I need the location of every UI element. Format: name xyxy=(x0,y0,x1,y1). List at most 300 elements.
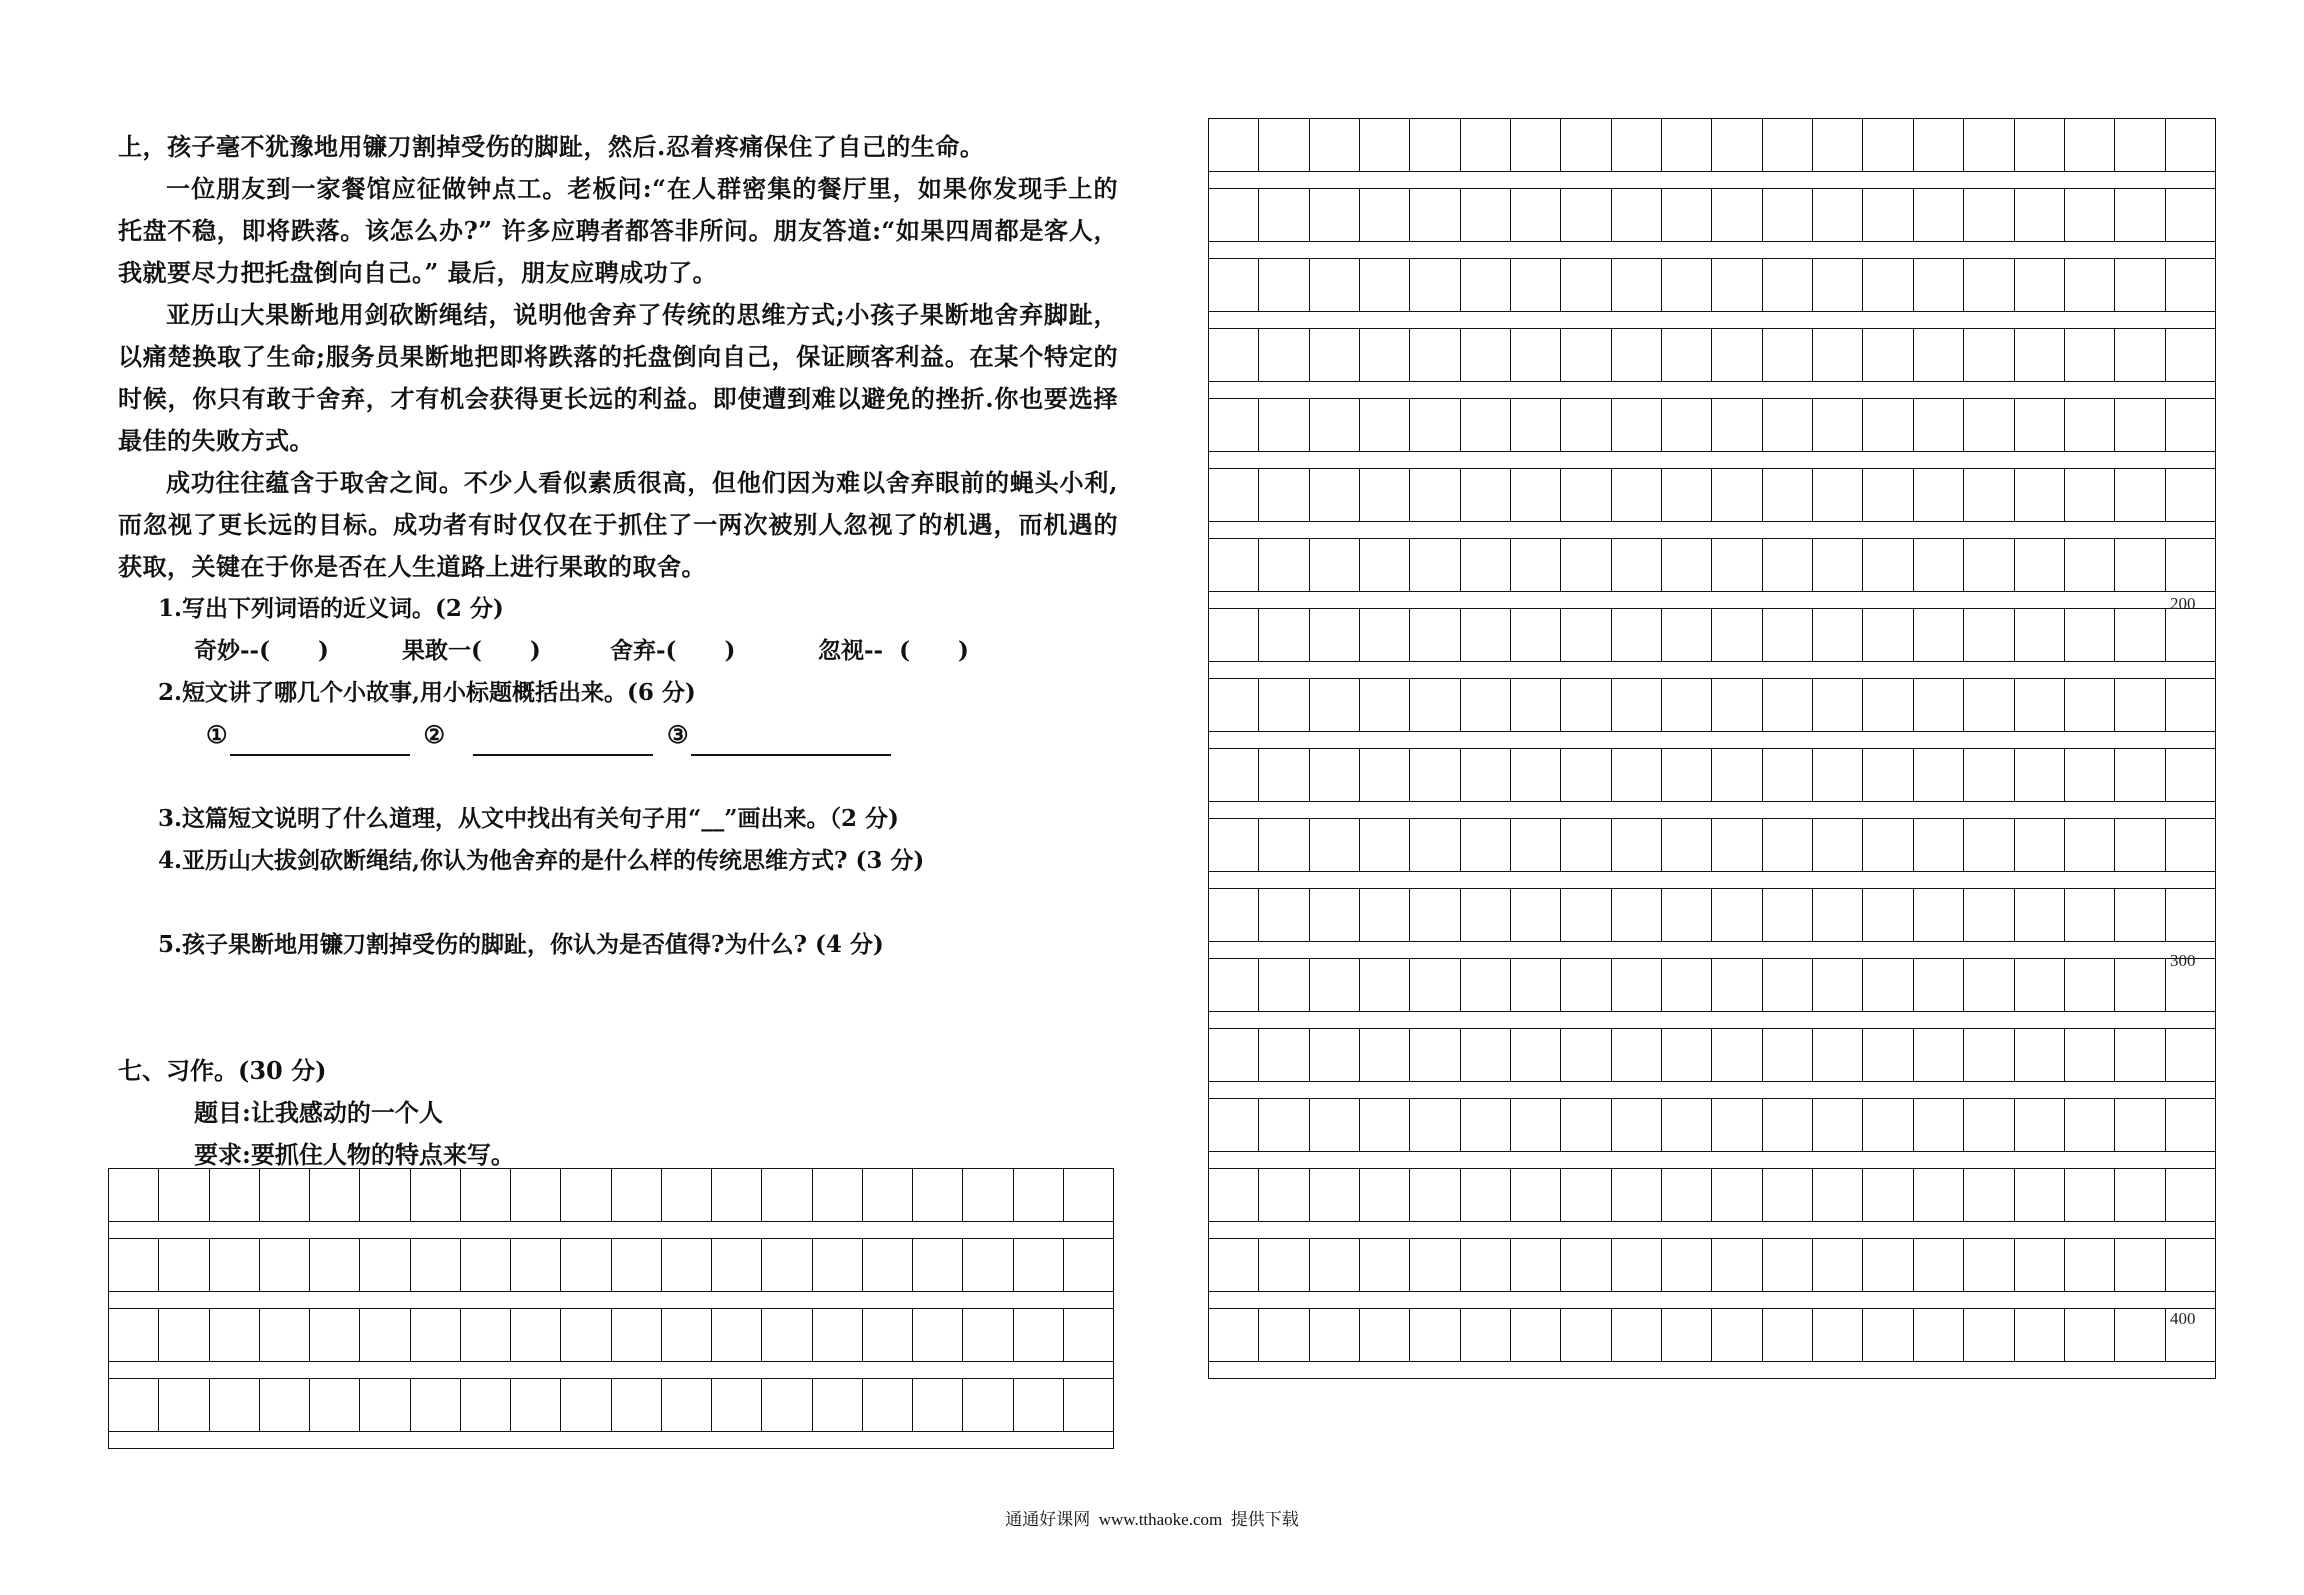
grid-cell[interactable] xyxy=(963,1169,1013,1221)
grid-cell[interactable] xyxy=(1209,1309,1259,1361)
grid-cell[interactable] xyxy=(1209,889,1259,941)
grid-cell[interactable] xyxy=(1914,469,1964,521)
grid-cell[interactable] xyxy=(1209,399,1259,451)
grid-cell[interactable] xyxy=(1360,399,1410,451)
grid-cell[interactable] xyxy=(1964,679,2014,731)
grid-cell[interactable] xyxy=(561,1239,611,1291)
grid-cell[interactable] xyxy=(360,1309,410,1361)
grid-cell[interactable] xyxy=(1763,399,1813,451)
grid-cell[interactable] xyxy=(1662,539,1712,591)
grid-cell[interactable] xyxy=(1259,539,1309,591)
grid-cell[interactable] xyxy=(210,1169,260,1221)
grid-cell[interactable] xyxy=(1410,959,1460,1011)
grid-cell[interactable] xyxy=(2115,189,2165,241)
grid-cell[interactable] xyxy=(1561,749,1611,801)
grid-cell[interactable] xyxy=(1511,259,1561,311)
grid-cell[interactable] xyxy=(612,1169,662,1221)
grid-cell[interactable] xyxy=(2115,469,2165,521)
grid-cell[interactable] xyxy=(1863,1239,1913,1291)
grid-cell[interactable] xyxy=(1964,119,2014,171)
grid-cell[interactable] xyxy=(1712,119,1762,171)
grid-cell[interactable] xyxy=(1914,119,1964,171)
grid-cell[interactable] xyxy=(1612,259,1662,311)
grid-cell[interactable] xyxy=(1511,469,1561,521)
grid-cell[interactable] xyxy=(1461,539,1511,591)
grid-cell[interactable] xyxy=(1310,399,1360,451)
grid-cell[interactable] xyxy=(1964,1029,2014,1081)
grid-cell[interactable] xyxy=(1712,1029,1762,1081)
grid-cell[interactable] xyxy=(1763,959,1813,1011)
grid-cell[interactable] xyxy=(260,1379,310,1431)
grid-cell[interactable] xyxy=(1461,259,1511,311)
grid-cell[interactable] xyxy=(1461,1029,1511,1081)
grid-cell[interactable] xyxy=(411,1379,461,1431)
grid-cell[interactable] xyxy=(1863,889,1913,941)
grid-cell[interactable] xyxy=(863,1239,913,1291)
grid-cell[interactable] xyxy=(1813,1309,1863,1361)
grid-cell[interactable] xyxy=(1511,749,1561,801)
grid-cell[interactable] xyxy=(1561,469,1611,521)
grid-cell[interactable] xyxy=(1914,1309,1964,1361)
grid-cell[interactable] xyxy=(1763,749,1813,801)
grid-cell[interactable] xyxy=(2166,469,2215,521)
grid-cell[interactable] xyxy=(1461,399,1511,451)
grid-cell[interactable] xyxy=(1310,959,1360,1011)
grid-cell[interactable] xyxy=(1612,1029,1662,1081)
grid-cell[interactable] xyxy=(1310,679,1360,731)
grid-cell[interactable] xyxy=(762,1239,812,1291)
grid-cell[interactable] xyxy=(1813,399,1863,451)
grid-cell[interactable] xyxy=(2065,819,2115,871)
grid-cell[interactable] xyxy=(1662,1099,1712,1151)
grid-cell[interactable] xyxy=(310,1379,360,1431)
grid-cell[interactable] xyxy=(1712,399,1762,451)
grid-cell[interactable] xyxy=(1209,679,1259,731)
grid-cell[interactable] xyxy=(1561,399,1611,451)
grid-cell[interactable] xyxy=(1964,749,2014,801)
grid-cell[interactable] xyxy=(1863,469,1913,521)
grid-cell[interactable] xyxy=(1461,469,1511,521)
grid-cell[interactable] xyxy=(561,1379,611,1431)
grid-cell[interactable] xyxy=(1209,1239,1259,1291)
grid-cell[interactable] xyxy=(1511,189,1561,241)
grid-cell[interactable] xyxy=(1064,1379,1113,1431)
grid-cell[interactable] xyxy=(1410,819,1460,871)
grid-cell[interactable] xyxy=(1410,399,1460,451)
grid-cell[interactable] xyxy=(1914,189,1964,241)
grid-cell[interactable] xyxy=(1561,679,1611,731)
grid-cell[interactable] xyxy=(1410,189,1460,241)
grid-cell[interactable] xyxy=(1310,1099,1360,1151)
grid-cell[interactable] xyxy=(1813,469,1863,521)
grid-cell[interactable] xyxy=(2015,749,2065,801)
grid-cell[interactable] xyxy=(461,1169,511,1221)
grid-cell[interactable] xyxy=(1612,1099,1662,1151)
grid-cell[interactable] xyxy=(1813,119,1863,171)
grid-cell[interactable] xyxy=(1863,1309,1913,1361)
grid-cell[interactable] xyxy=(1511,399,1561,451)
grid-cell[interactable] xyxy=(1461,1099,1511,1151)
grid-cell[interactable] xyxy=(2115,259,2165,311)
grid-cell[interactable] xyxy=(1813,1099,1863,1151)
grid-cell[interactable] xyxy=(2065,469,2115,521)
grid-cell[interactable] xyxy=(762,1169,812,1221)
grid-cell[interactable] xyxy=(159,1169,209,1221)
grid-cell[interactable] xyxy=(2115,749,2165,801)
grid-cell[interactable] xyxy=(1410,539,1460,591)
grid-cell[interactable] xyxy=(1964,819,2014,871)
grid-cell[interactable] xyxy=(813,1169,863,1221)
grid-cell[interactable] xyxy=(511,1309,561,1361)
grid-cell[interactable] xyxy=(913,1379,963,1431)
grid-cell[interactable] xyxy=(2065,1239,2115,1291)
grid-cell[interactable] xyxy=(1863,1169,1913,1221)
grid-cell[interactable] xyxy=(2015,189,2065,241)
grid-cell[interactable] xyxy=(2015,679,2065,731)
grid-cell[interactable] xyxy=(1259,1029,1309,1081)
grid-cell[interactable] xyxy=(511,1239,561,1291)
grid-cell[interactable] xyxy=(1863,679,1913,731)
grid-cell[interactable] xyxy=(1662,119,1712,171)
grid-cell[interactable] xyxy=(1612,959,1662,1011)
grid-cell[interactable] xyxy=(1360,259,1410,311)
grid-cell[interactable] xyxy=(1360,749,1410,801)
grid-cell[interactable] xyxy=(1014,1169,1064,1221)
grid-cell[interactable] xyxy=(511,1379,561,1431)
grid-cell[interactable] xyxy=(1410,329,1460,381)
grid-cell[interactable] xyxy=(1662,1239,1712,1291)
grid-cell[interactable] xyxy=(1511,539,1561,591)
grid-cell[interactable] xyxy=(1310,539,1360,591)
answer-blank[interactable] xyxy=(691,726,891,756)
grid-cell[interactable] xyxy=(2115,959,2165,1011)
grid-cell[interactable] xyxy=(1209,1029,1259,1081)
grid-cell[interactable] xyxy=(1360,959,1410,1011)
grid-cell[interactable] xyxy=(612,1239,662,1291)
grid-cell[interactable] xyxy=(2166,329,2215,381)
grid-cell[interactable] xyxy=(1259,1099,1309,1151)
grid-cell[interactable] xyxy=(963,1309,1013,1361)
grid-cell[interactable] xyxy=(1914,679,1964,731)
grid-cell[interactable] xyxy=(1511,679,1561,731)
grid-cell[interactable] xyxy=(1410,1239,1460,1291)
grid-cell[interactable] xyxy=(1662,1169,1712,1221)
grid-cell[interactable] xyxy=(1712,1169,1762,1221)
grid-cell[interactable] xyxy=(1561,1029,1611,1081)
grid-cell[interactable] xyxy=(2115,819,2165,871)
grid-cell[interactable] xyxy=(2166,1029,2215,1081)
grid-cell[interactable] xyxy=(1259,679,1309,731)
grid-cell[interactable] xyxy=(2015,469,2065,521)
grid-cell[interactable] xyxy=(2065,1169,2115,1221)
grid-cell[interactable] xyxy=(1914,819,1964,871)
grid-cell[interactable] xyxy=(109,1379,159,1431)
grid-cell[interactable] xyxy=(210,1379,260,1431)
grid-cell[interactable] xyxy=(1360,469,1410,521)
grid-cell[interactable] xyxy=(1360,1239,1410,1291)
grid-cell[interactable] xyxy=(1209,609,1259,661)
grid-cell[interactable] xyxy=(1410,749,1460,801)
grid-cell[interactable] xyxy=(1813,1169,1863,1221)
grid-cell[interactable] xyxy=(1712,539,1762,591)
grid-cell[interactable] xyxy=(1511,819,1561,871)
synonym-item[interactable]: 忽视-- ( ) xyxy=(818,637,969,664)
grid-cell[interactable] xyxy=(1763,609,1813,661)
grid-cell[interactable] xyxy=(813,1239,863,1291)
grid-cell[interactable] xyxy=(1763,1239,1813,1291)
grid-cell[interactable] xyxy=(1259,1309,1309,1361)
grid-cell[interactable] xyxy=(1964,399,2014,451)
grid-cell[interactable] xyxy=(1064,1239,1113,1291)
grid-cell[interactable] xyxy=(1863,119,1913,171)
grid-cell[interactable] xyxy=(1964,1169,2014,1221)
grid-cell[interactable] xyxy=(1712,189,1762,241)
grid-cell[interactable] xyxy=(1863,329,1913,381)
grid-cell[interactable] xyxy=(210,1309,260,1361)
grid-cell[interactable] xyxy=(1209,189,1259,241)
grid-cell[interactable] xyxy=(1612,119,1662,171)
grid-cell[interactable] xyxy=(411,1309,461,1361)
grid-cell[interactable] xyxy=(2065,189,2115,241)
grid-cell[interactable] xyxy=(1259,469,1309,521)
grid-cell[interactable] xyxy=(1662,469,1712,521)
grid-cell[interactable] xyxy=(1259,329,1309,381)
grid-cell[interactable] xyxy=(1461,1239,1511,1291)
grid-cell[interactable] xyxy=(2166,889,2215,941)
grid-cell[interactable] xyxy=(1712,609,1762,661)
grid-cell[interactable] xyxy=(1310,1169,1360,1221)
grid-cell[interactable] xyxy=(1612,609,1662,661)
grid-cell[interactable] xyxy=(1209,259,1259,311)
grid-cell[interactable] xyxy=(1763,539,1813,591)
grid-cell[interactable] xyxy=(1914,609,1964,661)
grid-cell[interactable] xyxy=(159,1239,209,1291)
grid-cell[interactable] xyxy=(913,1239,963,1291)
grid-cell[interactable] xyxy=(1863,1029,1913,1081)
grid-cell[interactable] xyxy=(2166,399,2215,451)
grid-cell[interactable] xyxy=(1461,1309,1511,1361)
grid-cell[interactable] xyxy=(863,1379,913,1431)
grid-cell[interactable] xyxy=(1964,329,2014,381)
grid-cell[interactable] xyxy=(1561,959,1611,1011)
grid-cell[interactable] xyxy=(1209,1169,1259,1221)
grid-cell[interactable] xyxy=(1964,1309,2014,1361)
grid-cell[interactable] xyxy=(1360,1169,1410,1221)
grid-cell[interactable] xyxy=(612,1379,662,1431)
grid-cell[interactable] xyxy=(1914,959,1964,1011)
grid-cell[interactable] xyxy=(159,1379,209,1431)
synonym-item[interactable]: 果敢一( ) xyxy=(402,637,541,664)
grid-cell[interactable] xyxy=(1662,679,1712,731)
grid-cell[interactable] xyxy=(411,1239,461,1291)
synonym-item[interactable]: 奇妙--( ) xyxy=(194,637,329,664)
grid-cell[interactable] xyxy=(1561,189,1611,241)
grid-cell[interactable] xyxy=(1612,819,1662,871)
grid-cell[interactable] xyxy=(2065,539,2115,591)
grid-cell[interactable] xyxy=(1461,189,1511,241)
grid-cell[interactable] xyxy=(2015,959,2065,1011)
grid-cell[interactable] xyxy=(1914,539,1964,591)
grid-cell[interactable] xyxy=(1813,539,1863,591)
grid-cell[interactable] xyxy=(1763,1169,1813,1221)
grid-cell[interactable] xyxy=(1461,1169,1511,1221)
grid-cell[interactable] xyxy=(2115,1029,2165,1081)
grid-cell[interactable] xyxy=(1712,889,1762,941)
grid-cell[interactable] xyxy=(260,1169,310,1221)
grid-cell[interactable] xyxy=(1612,749,1662,801)
grid-cell[interactable] xyxy=(1964,1239,2014,1291)
grid-cell[interactable] xyxy=(1863,189,1913,241)
grid-cell[interactable] xyxy=(1763,469,1813,521)
grid-cell[interactable] xyxy=(1561,1309,1611,1361)
grid-cell[interactable] xyxy=(1712,469,1762,521)
grid-cell[interactable] xyxy=(1209,119,1259,171)
grid-cell[interactable] xyxy=(1914,1099,1964,1151)
grid-cell[interactable] xyxy=(1612,329,1662,381)
grid-cell[interactable] xyxy=(913,1309,963,1361)
grid-cell[interactable] xyxy=(1561,539,1611,591)
grid-cell[interactable] xyxy=(1914,399,1964,451)
grid-cell[interactable] xyxy=(1964,1099,2014,1151)
grid-cell[interactable] xyxy=(1064,1169,1113,1221)
grid-cell[interactable] xyxy=(360,1239,410,1291)
grid-cell[interactable] xyxy=(109,1239,159,1291)
grid-cell[interactable] xyxy=(1259,189,1309,241)
grid-cell[interactable] xyxy=(1662,189,1712,241)
grid-cell[interactable] xyxy=(1612,469,1662,521)
grid-cell[interactable] xyxy=(1209,819,1259,871)
grid-cell[interactable] xyxy=(1763,329,1813,381)
grid-cell[interactable] xyxy=(1410,119,1460,171)
grid-cell[interactable] xyxy=(1511,1239,1561,1291)
grid-cell[interactable] xyxy=(762,1309,812,1361)
grid-cell[interactable] xyxy=(1712,1309,1762,1361)
synonym-item[interactable]: 舍弃-( ) xyxy=(610,637,736,664)
grid-cell[interactable] xyxy=(1763,819,1813,871)
grid-cell[interactable] xyxy=(1259,399,1309,451)
grid-cell[interactable] xyxy=(1461,609,1511,661)
grid-cell[interactable] xyxy=(1410,1099,1460,1151)
grid-cell[interactable] xyxy=(1511,1029,1561,1081)
grid-cell[interactable] xyxy=(1410,259,1460,311)
grid-cell[interactable] xyxy=(2115,1099,2165,1151)
grid-cell[interactable] xyxy=(1461,749,1511,801)
grid-cell[interactable] xyxy=(2065,609,2115,661)
grid-cell[interactable] xyxy=(1310,749,1360,801)
grid-cell[interactable] xyxy=(1310,329,1360,381)
grid-cell[interactable] xyxy=(1209,1099,1259,1151)
grid-cell[interactable] xyxy=(963,1239,1013,1291)
grid-cell[interactable] xyxy=(1259,1169,1309,1221)
grid-cell[interactable] xyxy=(1662,259,1712,311)
grid-cell[interactable] xyxy=(1561,119,1611,171)
grid-cell[interactable] xyxy=(1310,889,1360,941)
grid-cell[interactable] xyxy=(2115,119,2165,171)
grid-cell[interactable] xyxy=(1461,119,1511,171)
grid-cell[interactable] xyxy=(1310,1239,1360,1291)
grid-cell[interactable] xyxy=(1410,1169,1460,1221)
grid-cell[interactable] xyxy=(1662,609,1712,661)
grid-cell[interactable] xyxy=(1813,889,1863,941)
grid-cell[interactable] xyxy=(2065,329,2115,381)
grid-cell[interactable] xyxy=(1209,749,1259,801)
grid-cell[interactable] xyxy=(1612,1309,1662,1361)
grid-cell[interactable] xyxy=(1914,259,1964,311)
grid-cell[interactable] xyxy=(1360,329,1410,381)
grid-cell[interactable] xyxy=(310,1169,360,1221)
grid-cell[interactable] xyxy=(1863,399,1913,451)
grid-cell[interactable] xyxy=(561,1169,611,1221)
grid-cell[interactable] xyxy=(1813,609,1863,661)
grid-cell[interactable] xyxy=(1712,329,1762,381)
grid-cell[interactable] xyxy=(2166,189,2215,241)
grid-cell[interactable] xyxy=(1561,609,1611,661)
grid-cell[interactable] xyxy=(1813,819,1863,871)
grid-cell[interactable] xyxy=(461,1379,511,1431)
grid-cell[interactable] xyxy=(712,1309,762,1361)
grid-cell[interactable] xyxy=(662,1309,712,1361)
grid-cell[interactable] xyxy=(2115,399,2165,451)
grid-cell[interactable] xyxy=(2166,819,2215,871)
grid-cell[interactable] xyxy=(1410,889,1460,941)
grid-cell[interactable] xyxy=(662,1379,712,1431)
grid-cell[interactable] xyxy=(1511,119,1561,171)
grid-cell[interactable] xyxy=(2015,819,2065,871)
grid-cell[interactable] xyxy=(1813,679,1863,731)
grid-cell[interactable] xyxy=(1360,189,1410,241)
grid-cell[interactable] xyxy=(2166,679,2215,731)
grid-cell[interactable] xyxy=(1914,1169,1964,1221)
grid-cell[interactable] xyxy=(1964,469,2014,521)
grid-cell[interactable] xyxy=(1461,679,1511,731)
grid-cell[interactable] xyxy=(1612,889,1662,941)
grid-cell[interactable] xyxy=(1310,609,1360,661)
grid-cell[interactable] xyxy=(1561,1169,1611,1221)
grid-cell[interactable] xyxy=(1461,329,1511,381)
grid-cell[interactable] xyxy=(2166,1239,2215,1291)
grid-cell[interactable] xyxy=(2115,889,2165,941)
grid-cell[interactable] xyxy=(2166,259,2215,311)
grid-cell[interactable] xyxy=(1813,749,1863,801)
grid-cell[interactable] xyxy=(260,1239,310,1291)
grid-cell[interactable] xyxy=(1014,1239,1064,1291)
grid-cell[interactable] xyxy=(1612,1239,1662,1291)
grid-cell[interactable] xyxy=(1310,1309,1360,1361)
grid-cell[interactable] xyxy=(1763,1099,1813,1151)
grid-cell[interactable] xyxy=(1964,889,2014,941)
grid-cell[interactable] xyxy=(2166,119,2215,171)
grid-cell[interactable] xyxy=(1914,1239,1964,1291)
grid-cell[interactable] xyxy=(1360,609,1410,661)
grid-cell[interactable] xyxy=(1209,329,1259,381)
grid-cell[interactable] xyxy=(1712,959,1762,1011)
grid-cell[interactable] xyxy=(2166,1169,2215,1221)
grid-cell[interactable] xyxy=(1662,1029,1712,1081)
grid-cell[interactable] xyxy=(1763,1309,1813,1361)
grid-cell[interactable] xyxy=(1612,399,1662,451)
grid-cell[interactable] xyxy=(360,1169,410,1221)
grid-cell[interactable] xyxy=(1813,329,1863,381)
grid-cell[interactable] xyxy=(2065,259,2115,311)
answer-blank[interactable] xyxy=(473,726,653,756)
grid-cell[interactable] xyxy=(2166,609,2215,661)
grid-cell[interactable] xyxy=(1964,609,2014,661)
grid-cell[interactable] xyxy=(1561,1099,1611,1151)
grid-cell[interactable] xyxy=(1461,819,1511,871)
grid-cell[interactable] xyxy=(2015,539,2065,591)
grid-cell[interactable] xyxy=(1259,609,1309,661)
grid-cell[interactable] xyxy=(813,1309,863,1361)
